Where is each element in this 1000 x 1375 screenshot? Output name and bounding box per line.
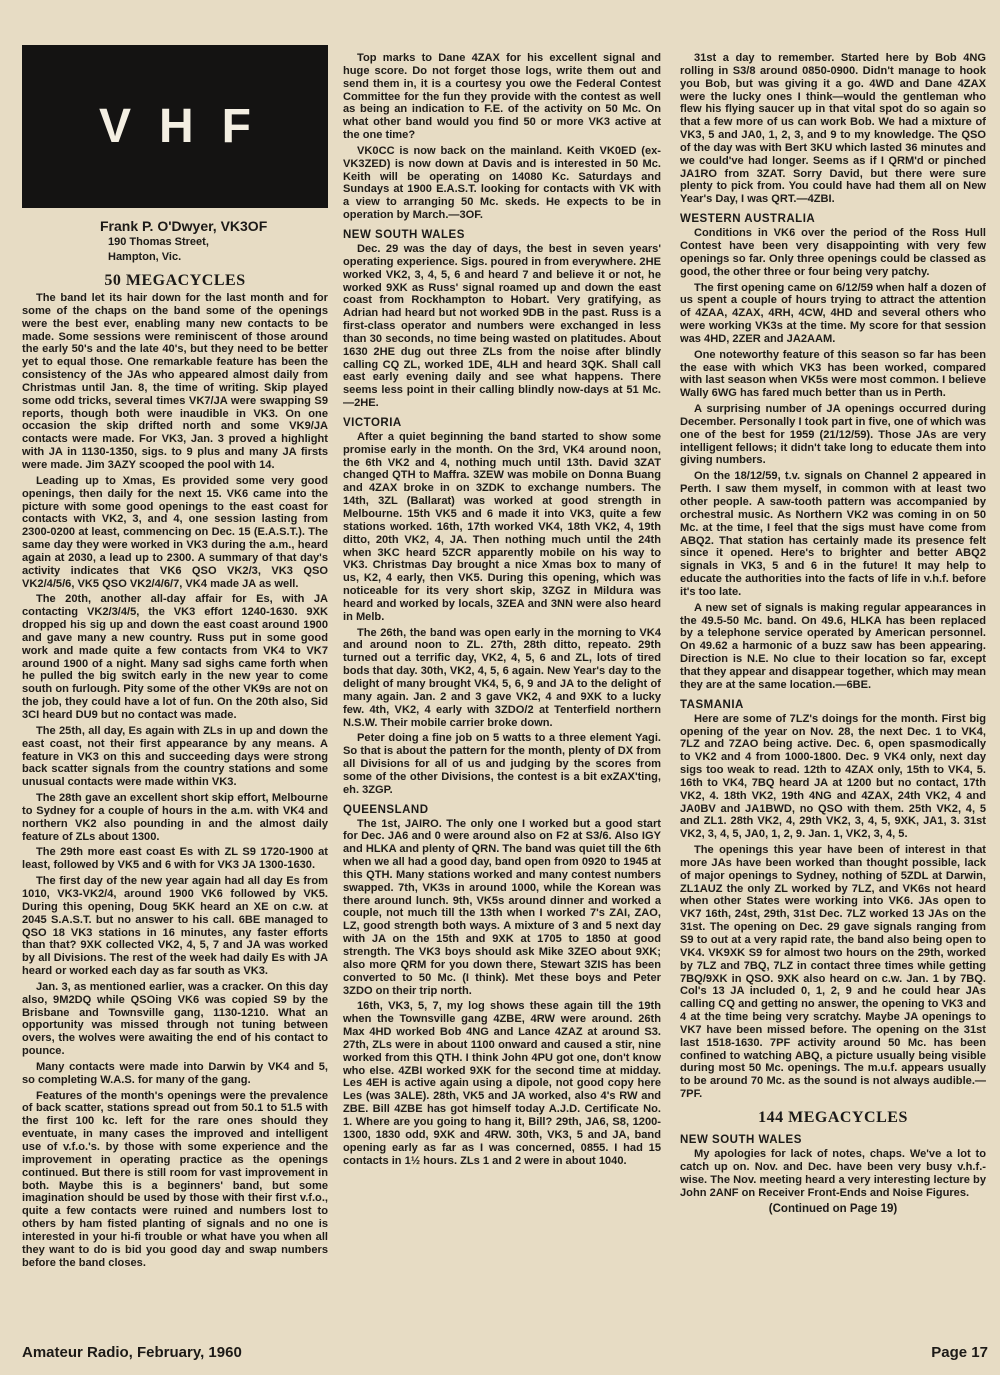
- subsection-heading-tasmania: TASMANIA: [680, 698, 744, 711]
- footer-publication: Amateur Radio, February, 1960: [22, 1344, 242, 1361]
- subsection-heading-queensland: QUEENSLAND: [343, 803, 429, 816]
- paragraph: 31st a day to remember. Started here by Bob 4NG rolling in S3/8 around 0850-0900. Didn't manage to hook you Bob, but was giving it a go. 4WD and Dane 4ZAX were the lucky ones I think—would the gentleman who flew his flying saucer up in that vital spot do so again so that a few more of us can work Bob. We had a mixture of VK3, 5 and JA0, 1, 2, 3, and 9 to my knowledge. The QSO of the day was with Bert 3KU which lasted 36 minutes and we could've had longer. Seems as if I QRM'd or pinched JA1RO from 3ZAT. Sorry David, but there were sure plenty to pick from. You could have had them all on New Year's Day, I was QRT.—4ZBI.: [680, 52, 986, 206]
- paragraph: Features of the month's openings were the prevalence of back scatter, stations spread out from 50.1 to 51.5 with the first 100 kc. left for the rare ones should they eventuate, in many cases the improved and intelligent use of v.f.o.'s. by those with some experience and the improvement in operating practice as the openings continued. But there is still room for vast improvement in both. Maybe this is a beginners' band, but some imagination should be used by those with their first v.f.o., quite a few contacts were ruined and numbers lost to others by ham fisted planting of signals and no one is interested in your hi-fi trouble or what have you when all they want to do is bid you good day and swap numbers before the band closes.: [22, 1089, 328, 1269]
- paragraph: The 29th more east coast Es with ZL S9 1720-1900 at least, followed by VK5 and 6 with for VK3 JA 1300-1630.: [22, 846, 328, 872]
- paragraph: The first opening came on 6/12/59 when half a dozen of us spent a couple of hours trying to attract the attention of 4ZAA, 4ZAX, 4RH, 4CW, 4HD and several others who were working VK3s at the time. My score for that session was 4HD, 2ZER and JA2AAM.: [680, 281, 986, 345]
- column-1: [22, 45, 328, 1327]
- paragraph: The 26th, the band was open early in the morning to VK4 and around noon to ZL. 27th, 28th ditto, repeato. 29th turned out a terrific day, VK2, 4, 5, 6 and ZL, lots of tired bods that day. 30th, VK2, 4, 5, 6 again. New Year's day to the delight of many brought VK4, 5, 6, 9 and JA to the delight of many again. Jan. 2 and 3 gave VK2, 4 and 9XK to a lucky few. 4th, VK2, 4 early with 3ZDO/2 at Tenterfield northern N.S.W. Their mobile carrier broke down.: [343, 626, 661, 729]
- column-3: [680, 52, 986, 1327]
- paragraph: A new set of signals is making regular appearances in the 49.5-50 Mc. band. On 49.6, HLKA has been replaced by a telephone service operated by American personnel. On 49.62 a harmonic of a buzz saw has been appearing. Direction is N.E. No clue to their location so far, except that they appear and disappear together, which may mean they are at the same location.—6BE.: [680, 601, 986, 691]
- paragraph: My apologies for lack of notes, chaps. We've a lot to catch up on. Nov. and Dec. have been very busy v.h.f.-wise. The Nov. meeting heard a very interesting lecture by John 2ANF on Receiver Front-Ends and Noise Figures.: [680, 1147, 986, 1199]
- paragraph: On the 18/12/59, t.v. signals on Channel 2 appeared in Perth. I saw them myself, in common with at least two other people. A saw-tooth pattern was accompanied by orchestral music. As Northern VK2 was coming in on 50 Mc. at the time, I feel that the sigs must have come from ABQ2. That station has certainly made its presence felt since it opened. Here's to brighter and better ABQ2 signals in VK3, 5 and 6 in the future! It may help to educate the authorities into the facts of life in v.h.f. before it's too late.: [680, 470, 986, 598]
- section-title-50mc: 50 MEGACYCLES: [104, 272, 246, 289]
- subsection-heading-nsw-144: NEW SOUTH WALES: [680, 1133, 802, 1146]
- paragraph: Jan. 3, as mentioned earlier, was a cracker. On this day also, 9M2DQ while QSOing VK6 was copied S9 by the Brisbane and Townsville gang, 1130-1210. What an opportunity was missed through not tuning between overs, the wolves were awaiting the end of his contact to pounce.: [22, 980, 328, 1058]
- paragraph: The openings this year have been of interest in that more JAs have been worked than thought possible, lack of major openings to Sydney, nothing of 5ZDL at Darwin, ZL1AUZ the only ZL worked by 7LZ, and VK6s not heard when other States were working into VK6. JAs open to VK7 16th, 24st, 29th, 31st Dec. 7LZ worked 13 JAs on the 31st. The opening on Dec. 29 gave signals ranging from S9 to out at a very rapid rate, the band also being open to VK4. VK9XK S9 for almost two hours on the 29th, worked by 7LZ and 7BQ, 7LZ in contact three times while getting 7BQ/9XK in QSO. 9XK also heard on c.w. Jan. 1 by 7BQ. Col's 13 JA included 0, 1, 2, 9 and he could hear JAs calling CQ and getting no answer, the opening to VK3 and 4 at the time being very scratchy. Maybe JA openings to VK7 have been missed before. The opening on the 31st last 1518-1630. 7PF activity around 50 Mc. has been confined to watching ABQ, a picture usually being visible during most 50 Mc. openings. The m.u.f. appears usually to be around 70 Mc. as the sound is not always audible.—7PF.: [680, 844, 986, 1101]
- section-title-144mc: 144 MEGACYCLES: [758, 1108, 908, 1126]
- paragraph: The 28th gave an excellent short skip effort, Melbourne to Sydney for a couple of hours in the a.m. with VK4 and northern VK2 also pounding in and the almost daily feature of ZLs about 1300.: [22, 792, 328, 843]
- paragraph: The band let its hair down for the last month and for some of the chaps on the band some of the openings were the best ever, enabling many new contacts to be made. Some sessions were reminiscent of those around the early 50's and the late 40's, but they need to be better yet to equal those. One remarkable feature has been the consistency of the JAs who appeared almost daily from Christmas until Jan. 8, the time of writing. Skip played some odd tricks, several times VK7/JA were swapping S9 reports, though both were inaudible in VK3. On one occasion the skip drifted north and some VK9/JA contacts were made. For VK3, Jan. 3 proved a highlight with JA in 1130-1350, sigs. to 9 plus and many JA firsts were made. Jim 3AZY scooped the pool with 14.: [22, 292, 328, 471]
- paragraph: VK0CC is now back on the mainland. Keith VK0ED (ex-VK3ZED) is now down at Davis and is interested in 50 Mc. Keith will be operating on 14080 Kc. Saturdays and Sundays at 1900 E.A.S.T. looking for contacts with VK with a view to arranging 50 Mc. skeds. He expects to be in operation by March.—3OF.: [343, 144, 661, 222]
- author-address-line2: Hampton, Vic.: [108, 251, 182, 263]
- paragraph: Many contacts were made into Darwin by VK4 and 5, so completing W.A.S. for many of the gang.: [22, 1060, 328, 1086]
- subsection-heading-victoria: VICTORIA: [343, 416, 402, 429]
- footer-page-number: Page 17: [931, 1344, 988, 1361]
- paragraph: The 20th, another all-day affair for Es, with JA contacting VK2/3/4/5, the VK3 effort 1240-1630. 9XK dropped his sig up and down the east coast around 1900 and gave many a new country. Russ put in some good work and made quite a few contacts from VK4 to VK7 around 1900 of a night. Many sad sighs came forth when he pulled the big switch early in the new year to come south on furlough. Pity some of the other VK9s are not on the job, they could have a lot of fun. On the 20th also, Sid 3CI heard DU9 but no contact was made.: [22, 593, 328, 721]
- paragraph: After a quiet beginning the band started to show some promise early in the month. On the 3rd, VK4 around noon, the 6th VK2 and 4, nothing much until 13th. David 3ZAT changed QTH to Maffra. 3ZEW was mobile on Donna Buang and 4ZAX broke in on 3ZDK to exchange numbers. The 14th, 3ZL (Ballarat) was worked at good strength in Melbourne. 15th VK5 and 6 made it into VK3, quite a few stations worked. 16th, 17th worked VK4, 18th VK2, 4, 19th ditto, 20th VK2, 4, JA. Then nothing much until the 24th when 3KC heard 5ZCR apparently mobile on his way to VK3. Christmas Day brought a nice Xmas box to many of us, K2, 4 early, then VK5. During this opening, which was noticeable for its very short skip, 3ZGZ in Mildura was heard and worked by locals, 3ZEA and 3NN were also heard in Melb.: [343, 430, 661, 623]
- paragraph: Conditions in VK6 over the period of the Ross Hull Contest have been very disappointing with very few openings so far. Only three openings could be classed as good, the other three or four being very patchy.: [680, 227, 986, 278]
- vhf-banner-title: VHF: [99, 100, 279, 153]
- author-address-line1: 190 Thomas Street,: [108, 236, 209, 248]
- column-2: [343, 52, 661, 1327]
- paragraph: 16th, VK3, 5, 7, my log shows these again till the 19th when the Townsville gang 4ZBE, 4RW were around. 26th Max 4HD worked Bob 4NG and Lance 4ZAZ at around S3. 27th, ZLs were in about 1100 onward and caused a stir, nine worked from this QTH. I think John 4PU got one, don't know who else. 4ZBI worked 9XK for the second time at midday. Les 4EH is active again using a dipole, not good copy here Les (was 3ALE). 28th, VK5 and JA worked, also 4's RW and ZBE. Bill 4ZBE has got himself today A.J.D. Certificate No. 1. Where are you going to hang it, Bill? 29th, JA6, S8, 1200-1300, 1830 odd, 9XK and 4RW. 30th, VK3, 5 and JA, band opening early as far as I was concerned, 0855. I had 15 contacts in 1½ hours. ZLs 1 and 2 were in about 1040.: [343, 1000, 661, 1167]
- subsection-heading-nsw: NEW SOUTH WALES: [343, 228, 465, 241]
- paragraph: The first day of the new year again had all day Es from 1010, VK3-VK2/4, around 1900 VK6 followed by VK5. During this opening, Doug 5KK heard an XE on c.w. at 2045 S.A.S.T. but no answer to his call. 6BE managed to QSO 18 VK3 stations in 16 minutes, any faster efforts than that? 9XK collected VK2, 4, 5, 7 and JA was worked by all Divisions. The rest of the week had daily Es with JA heard or worked each day as far south as VK3.: [22, 875, 328, 978]
- paragraph: One noteworthy feature of this season so far has been the ease with which VK3 has been worked, compared with last season when VK5s were most common. I believe Wally 6WG has fared much better than us in Perth.: [680, 348, 986, 400]
- paragraph: Here are some of 7LZ's doings for the month. First big opening of the year on Nov. 28, the next Dec. 1 to VK4, 7LZ and 7ZAO being active. Dec. 6, open spasmodically to VK2 and 4 from 1000-1800. Dec. 9 VK4 only, next day sigs too weak to read. 12th to 4ZAX only, 15th to VK4, 5. 16th to VK4, 7BQ heard JA at 1200 but no contact, 17th VK2, 4. 18th VK2, 19th 4NG and 4ZAX, 24th VK2, 4 and JA0BV and JA1BWD, no QSO with them. 25th VK2, 4, 5 and ZL1. 28th VK2, 4, 29th VK2, 3, 4, 5, 9XK, JA1, 3. 31st VK2, 3, 4, 5, JA0, 1, 2, 9. Jan. 1, VK2, 3, 4, 5.: [680, 712, 986, 841]
- paragraph: The 1st, JAIRO. The only one I worked but a good start for Dec. JA6 and 0 were around also on F2 at S3/6. Also IGY and HLKA and plenty of QRN. The band was quiet till the 6th when we all had a good day, band open from 0920 to 1945 at this QTH. Many stations worked and many contest numbers swapped. 7th, VK3s in around 1000, while the Korean was there around lunch. 9th, VK5s around dinner and worked a couple, not much till the 13th when I worked 7's ZAI, ZAO, LZ, good strength both ways. A mixture of 3 and 5 next day with JA on the 15th and 9XK at 1705 to 1850 at good strength. The VK3 boys should ask Mike 3ZEO about 9XK; also more QRM for you down there, Stewart 3ZIS has been converted to 50 Mc. (I think). Met these boys and Peter 3ZDO on their trip north.: [343, 817, 661, 997]
- continued-note: (Continued on Page 19): [768, 1203, 898, 1216]
- subsection-heading-wa: WESTERN AUSTRALIA: [680, 213, 816, 226]
- author-name: Frank P. O'Dwyer, VK3OF: [100, 218, 268, 234]
- paragraph: Leading up to Xmas, Es provided some very good openings, then daily for the next 15. VK6 came into the picture with some good openings to the east coast for contacts with VK2, 3, and 4, one session lasting from 2300-0200 at least, commencing on Dec. 15 (E.A.S.T.). The same day they were worked in VK3 during the a.m., heard again at 2030, a lead up to 2300. A summary of that day's activity indicates that VK6 QSO VK2/3, VK3 QSO VK2/4/5/6, VK5 QSO VK2/4/6/7, VK4 made JA as well.: [22, 474, 328, 590]
- paragraph: Top marks to Dane 4ZAX for his excellent signal and huge score. Do not forget those logs, write them out and send them in, it is a courtesy you owe the Federal Contest Committee for the fun they provide with the contest as well as being an indication to F.E. of the activity on 50 Mc. On what other band would you find 50 or more VK3 active at the one time?: [343, 52, 661, 142]
- vhf-banner: [22, 45, 328, 208]
- paragraph: Dec. 29 was the day of days, the best in seven years' operating experience. Sigs. poured in from everywhere. 2HE worked VK2, 3, 4, 5, 6 and heard 7 and believe it or not, he worked 9XK as Russ' signal roamed up and down the east coast from Rockhampton to Hobart. Very gratifying, as Adrian had heard but not worked 9DB in the past. Russ is a first-class operator and numbers were exchanged in less than 30 seconds, no time being wasted on platitudes. About 1630 2HE dug out three ZLs from the noise after blindly calling CQ ZL, worked 1DE, 4LH and heard 3QK. Shall call east early evening daily and see what happens. There seems less point in their calling blindly now-days at 51 Mc.—2HE.: [343, 242, 661, 410]
- paragraph: Peter doing a fine job on 5 watts to a three element Yagi. So that is about the pattern for the month, plenty of DX from all Divisions for all of us and judging by the scores from some of the other Divisions, the contest is a bit exZAX'ting, eh. 3ZGP.: [343, 732, 661, 796]
- paragraph: A surprising number of JA openings occurred during December. Personally I took part in five, one of which was one of the best for 1959 (21/12/59). Those JAs are very intelligent fellows; it didn't take long to educate them into giving numbers.: [680, 403, 986, 467]
- paragraph: The 25th, all day, Es again with ZLs in up and down the east coast, not their first appearance by any means. A feature in VK3 on this and succeeding days were strong back scatter signals from the country stations and some unusual contacts were made within VK3.: [22, 724, 328, 789]
